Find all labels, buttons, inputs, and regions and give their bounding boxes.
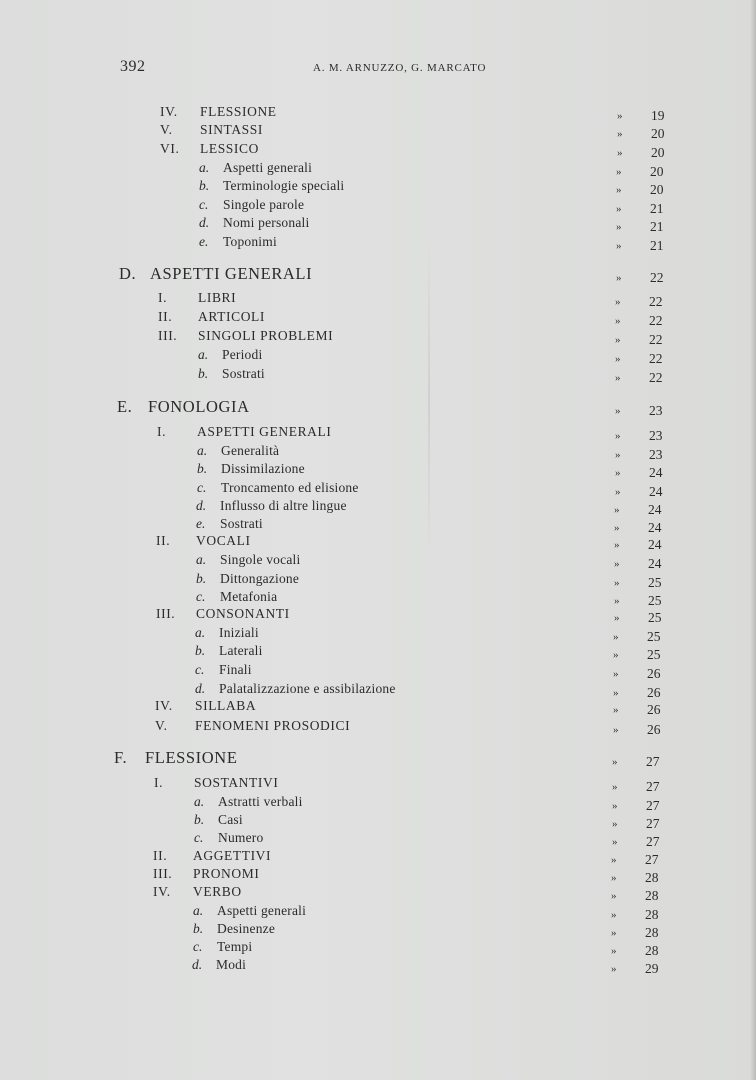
toc-entry-page: 25 (648, 575, 662, 590)
toc-entry-letter: a. (198, 347, 209, 362)
toc-entry-page: 28 (645, 925, 659, 940)
toc-entry-page: 20 (650, 182, 664, 197)
toc-entry-page: 23 (649, 403, 663, 418)
toc-entry-title: Influsso di altre lingue (220, 498, 347, 513)
toc-entry-title: FLESSIONE (200, 104, 277, 119)
toc-entry-title: FONOLOGIA (148, 397, 250, 416)
toc-entry-letter: b. (199, 178, 210, 193)
toc-entry-marker: » (614, 504, 620, 516)
toc-entry-marker: » (613, 687, 619, 699)
toc-entry (0, 919, 756, 939)
toc-entry-title: Desinenze (217, 921, 276, 936)
toc-entry-title: ARTICOLI (198, 309, 265, 324)
toc-entry-letter: c. (196, 589, 206, 604)
toc-entry-page: 26 (647, 702, 661, 717)
toc-entry-letter: b. (196, 571, 207, 586)
toc-entry-page: 21 (650, 219, 664, 234)
toc-entry-marker: » (614, 539, 620, 551)
toc-entry (0, 176, 756, 196)
toc-entry (0, 307, 756, 327)
toc-entry-page: 24 (648, 502, 662, 517)
toc-entry-title: CONSONANTI (196, 606, 290, 621)
toc-entry-marker: » (611, 927, 617, 939)
toc-entry (0, 937, 756, 957)
toc-entry-title: ASPETTI GENERALI (150, 264, 313, 283)
toc-entry-title: LIBRI (198, 290, 237, 305)
toc-entry-page: 22 (649, 370, 663, 385)
toc-entry (0, 102, 756, 122)
toc-entry-title: Singole parole (223, 197, 305, 212)
toc-entry-page: 22 (650, 270, 664, 285)
toc-entry-page: 27 (646, 779, 660, 794)
toc-entry-marker: » (611, 945, 617, 957)
toc-entry-title: FLESSIONE (145, 748, 238, 767)
toc-entry-page: 23 (649, 447, 663, 462)
toc-entry-letter: c. (199, 197, 209, 212)
toc-entry-number: II. (153, 848, 168, 863)
toc-entry-title: Aspetti generali (223, 160, 313, 175)
toc-entry-title: Casi (218, 812, 243, 827)
toc-entry-marker: » (614, 558, 620, 570)
toc-entry-marker: » (611, 909, 617, 921)
toc-entry-marker: » (612, 781, 618, 793)
toc-entry-page: 28 (645, 907, 659, 922)
toc-entry (0, 264, 756, 284)
toc-entry (0, 660, 756, 680)
toc-entry-page: 25 (648, 593, 662, 608)
toc-entry-marker: » (615, 449, 621, 461)
toc-entry-page: 24 (649, 484, 663, 499)
toc-entry-title: Sostrati (222, 366, 265, 381)
toc-entry (0, 864, 756, 884)
toc-entry-marker: » (612, 800, 618, 812)
toc-entry-title: SINGOLI PROBLEMI (198, 328, 334, 343)
toc-entry (0, 139, 756, 159)
toc-entry-title: Nomi personali (223, 215, 310, 230)
toc-entry-page: 24 (649, 465, 663, 480)
toc-entry-marker: » (612, 756, 618, 768)
toc-entry-page: 27 (646, 816, 660, 831)
toc-entry (0, 326, 756, 346)
toc-entry (0, 604, 756, 624)
toc-entry-marker: » (616, 166, 622, 178)
toc-entry-page: 25 (647, 629, 661, 644)
toc-entry-page: 24 (648, 556, 662, 571)
toc-entry-title: Generalità (221, 443, 280, 458)
toc-entry-marker: » (614, 595, 620, 607)
toc-entry-marker: » (616, 184, 622, 196)
toc-entry (0, 696, 756, 716)
toc-entry-page: 27 (645, 852, 659, 867)
toc-entry-marker: » (617, 128, 623, 140)
toc-entry (0, 478, 756, 498)
toc-entry (0, 828, 756, 848)
toc-entry-page: 25 (647, 647, 661, 662)
toc-entry-marker: » (615, 467, 621, 479)
toc-entry-letter: b. (197, 461, 208, 476)
toc-entry-title: Metafonia (220, 589, 278, 604)
toc-entry-marker: » (617, 110, 623, 122)
toc-entry-marker: » (614, 522, 620, 534)
toc-entry-letter: a. (193, 903, 204, 918)
toc-entry (0, 397, 756, 417)
toc-entry-letter: a. (199, 160, 210, 175)
toc-entry-letter: b. (195, 643, 206, 658)
toc-entry-marker: » (614, 612, 620, 624)
toc-entry-letter: b. (194, 812, 205, 827)
toc-entry-letter: c. (195, 662, 205, 677)
toc-entry-title: Periodi (222, 347, 263, 362)
toc-entry (0, 459, 756, 479)
toc-entry-title: Modi (216, 957, 247, 972)
toc-entry (0, 716, 756, 736)
toc-entry-title: Dissimilazione (221, 461, 305, 476)
toc-entry-title: Dittongazione (220, 571, 300, 586)
toc-entry-page: 22 (649, 332, 663, 347)
toc-entry-marker: » (611, 872, 617, 884)
toc-entry-marker: » (615, 430, 621, 442)
toc-entry-page: 22 (649, 351, 663, 366)
toc-entry-title: Numero (218, 830, 264, 845)
toc-entry-letter: c. (197, 480, 207, 495)
toc-entry-marker: » (613, 668, 619, 680)
toc-entry (0, 232, 756, 252)
toc-entry-marker: » (613, 631, 619, 643)
toc-entry-marker: » (615, 334, 621, 346)
toc-entry-page: 20 (651, 145, 665, 160)
toc-entry-marker: » (611, 854, 617, 866)
toc-entry-title: LESSICO (200, 141, 259, 156)
toc-entry-marker: » (616, 203, 622, 215)
toc-entry-number: IV. (153, 884, 171, 899)
toc-entry (0, 120, 756, 140)
toc-entry-letter: e. (199, 234, 209, 249)
toc-entry-marker: » (615, 372, 621, 384)
toc-entry-title: Finali (219, 662, 252, 677)
toc-entry-title: Palatalizzazione e assibilazione (219, 681, 396, 696)
toc-entry-title: VERBO (193, 884, 242, 899)
toc-entry-number: F. (114, 748, 128, 767)
toc-entry-marker: » (613, 704, 619, 716)
toc-entry-page: 26 (647, 666, 661, 681)
toc-entry (0, 496, 756, 516)
toc-entry-title: Iniziali (219, 625, 259, 640)
toc-entry (0, 748, 756, 768)
toc-entry-number: D. (119, 264, 137, 283)
toc-entry-marker: » (615, 405, 621, 417)
toc-entry-page: 29 (645, 961, 659, 976)
toc-entry-title: SINTASSI (200, 122, 263, 137)
toc-entry (0, 422, 756, 442)
toc-entry-letter: d. (199, 215, 210, 230)
toc-entry (0, 846, 756, 866)
toc-entry-marker: » (613, 649, 619, 661)
toc-entry-letter: e. (196, 516, 206, 531)
toc-entry-marker: » (615, 315, 621, 327)
toc-entry (0, 345, 756, 365)
toc-entry-page: 26 (647, 722, 661, 737)
toc-entry-page: 21 (650, 201, 664, 216)
toc-entry-number: III. (153, 866, 173, 881)
toc-entry-page: 26 (647, 685, 661, 700)
toc-entry-page: 22 (649, 313, 663, 328)
toc-entry-title: Troncamento ed elisione (221, 480, 359, 495)
toc-entry-marker: » (616, 272, 622, 284)
toc-entry-number: V. (160, 122, 173, 137)
toc-entry (0, 792, 756, 812)
toc-entry (0, 441, 756, 461)
toc-entry-page: 27 (646, 834, 660, 849)
toc-entry-letter: c. (193, 939, 203, 954)
toc-entry (0, 641, 756, 661)
toc-entry (0, 623, 756, 643)
toc-entry-title: Astratti verbali (218, 794, 303, 809)
toc-entry (0, 901, 756, 921)
toc-entry-page: 21 (650, 238, 664, 253)
toc-entry (0, 288, 756, 308)
toc-entry-marker: » (611, 963, 617, 975)
toc-entry-page: 28 (645, 870, 659, 885)
toc-entry-page: 24 (648, 520, 662, 535)
toc-entry-letter: a. (194, 794, 205, 809)
toc-entry-title: VOCALI (196, 533, 251, 548)
toc-entry (0, 569, 756, 589)
toc-entry-number: IV. (155, 698, 173, 713)
toc-entry-number: I. (154, 775, 164, 790)
toc-entry (0, 810, 756, 830)
toc-entry-letter: b. (193, 921, 204, 936)
toc-entry-letter: a. (197, 443, 208, 458)
toc-entry-page: 28 (645, 943, 659, 958)
toc-entry-marker: » (615, 353, 621, 365)
toc-entry-marker: » (614, 577, 620, 589)
toc-entry-title: Sostrati (220, 516, 263, 531)
toc-entry-page: 25 (648, 610, 662, 625)
toc-entry-letter: b. (198, 366, 209, 381)
toc-entry-number: III. (156, 606, 176, 621)
toc-entry-page: 20 (650, 164, 664, 179)
toc-entry (0, 773, 756, 793)
toc-entry-letter: a. (195, 625, 206, 640)
toc-entry (0, 955, 756, 975)
toc-entry-page: 24 (648, 537, 662, 552)
toc-entry-letter: c. (194, 830, 204, 845)
toc-entry-number: E. (117, 397, 133, 416)
toc-entry-letter: d. (196, 498, 207, 513)
toc-entry-number: I. (158, 290, 168, 305)
toc-entry-title: Toponimi (223, 234, 277, 249)
toc-entry-number: I. (157, 424, 167, 439)
toc-entry-page: 27 (646, 754, 660, 769)
toc-entry-marker: » (617, 147, 623, 159)
toc-entry-marker: » (612, 818, 618, 830)
toc-entry-letter: d. (195, 681, 206, 696)
toc-entry (0, 213, 756, 233)
toc-entry-title: SILLABA (195, 698, 257, 713)
toc-entry (0, 882, 756, 902)
toc-entry-title: FENOMENI PROSODICI (195, 718, 351, 733)
toc-entry-number: III. (158, 328, 178, 343)
toc-entry-page: 19 (651, 108, 665, 123)
toc-entry-title: PRONOMI (193, 866, 260, 881)
toc-entry-marker: » (616, 240, 622, 252)
toc-entry-title: AGGETTIVI (193, 848, 272, 863)
toc-entry-marker: » (615, 296, 621, 308)
toc-entry-page: 28 (645, 888, 659, 903)
toc-entry-number: V. (155, 718, 168, 733)
toc-entry (0, 531, 756, 551)
page-number: 392 (120, 58, 146, 75)
toc-entry-letter: d. (192, 957, 203, 972)
toc-entry-number: II. (156, 533, 171, 548)
running-head: A. M. ARNUZZO, G. MARCATO (313, 62, 487, 74)
toc-entry-page: 20 (651, 126, 665, 141)
toc-entry-marker: » (616, 221, 622, 233)
toc-entry-page: 27 (646, 798, 660, 813)
toc-entry-number: II. (158, 309, 173, 324)
toc-entry-title: ASPETTI GENERALI (197, 424, 332, 439)
toc-entry-title: Aspetti generali (217, 903, 307, 918)
toc-entry-marker: » (615, 486, 621, 498)
toc-entry-page: 23 (649, 428, 663, 443)
toc-entry-title: SOSTANTIVI (194, 775, 279, 790)
toc-entry-title: Laterali (219, 643, 263, 658)
toc-entry-number: VI. (160, 141, 180, 156)
toc-entry-marker: » (611, 890, 617, 902)
toc-entry (0, 195, 756, 215)
toc-entry-marker: » (612, 836, 618, 848)
toc-entry-letter: a. (196, 552, 207, 567)
toc-entry (0, 364, 756, 384)
toc-entry (0, 550, 756, 570)
toc-entry-marker: » (613, 724, 619, 736)
toc-entry-title: Singole vocali (220, 552, 301, 567)
toc-entry-number: IV. (160, 104, 178, 119)
toc-entry-page: 22 (649, 294, 663, 309)
toc-entry-title: Tempi (217, 939, 253, 954)
toc-entry (0, 158, 756, 178)
toc-entry-title: Terminologie speciali (223, 178, 345, 193)
